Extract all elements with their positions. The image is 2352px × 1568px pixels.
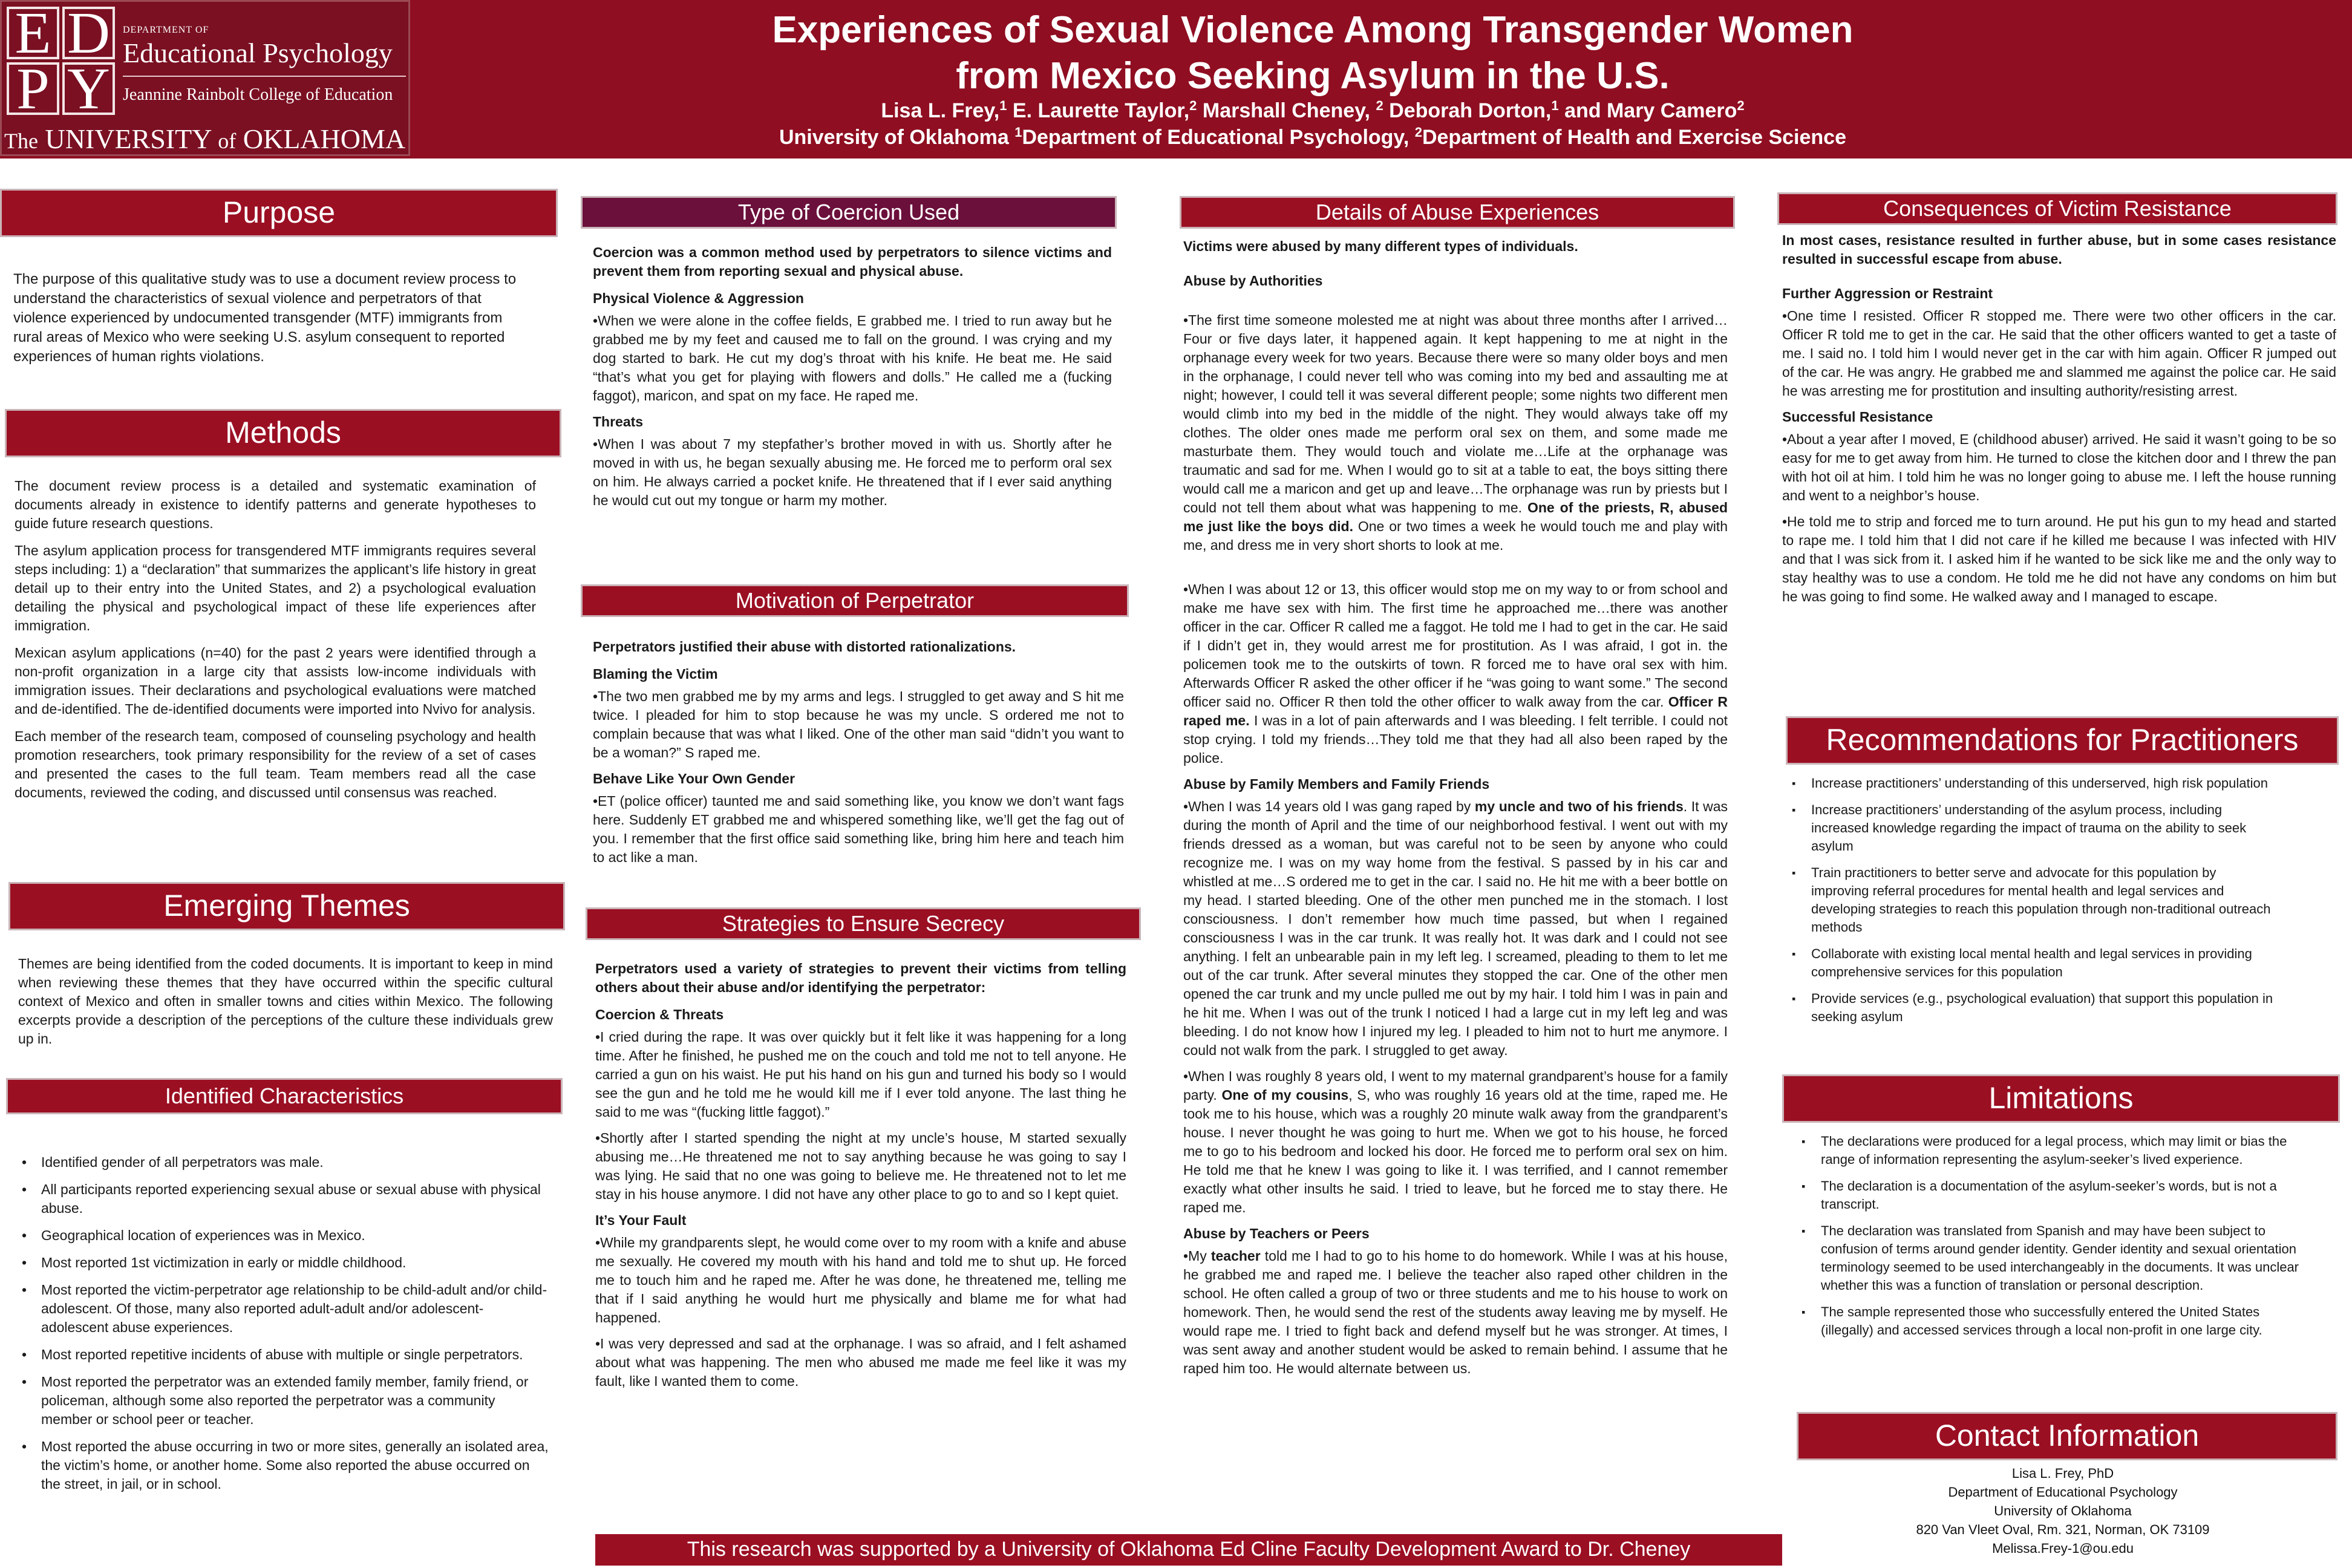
list-item: • Most reported the abuse occurring in two or more sites, generally an isolated area, the victim’s home, or another home. Some also reported the abuse occurred on the street, in jail, or in school. xyxy=(11,1437,549,1494)
consequences-intro: In most cases, resistance resulted in further abuse, but in some cases resistance resulted in successful escape from abuse. xyxy=(1782,232,2336,267)
list-item: ▪ The declaration was translated from Spanish and may have been subject to confusion of terms around gender identity. Gender identity and sexual orientation terminology seemed to be used interchangeably in the documents. It was unclear whether this was a function of translation or personal description. xyxy=(1791,1222,2299,1295)
coercion-heading: Type of Coercion Used xyxy=(581,196,1117,229)
list-item: ▪ The declarations were produced for a legal process, which may limit or bias the range of information representing the asylum-seeker’s lived experience. xyxy=(1791,1132,2299,1169)
author-list xyxy=(417,99,2208,123)
consequences-subheading: Successful Resistance xyxy=(1782,409,1933,425)
affil-university: University of Oklahoma xyxy=(779,126,1015,149)
affil-sup-2: 2 xyxy=(1414,125,1422,140)
department-logo xyxy=(0,0,410,156)
contact-email: Melissa.Frey-1@ou.edu xyxy=(1992,1541,2134,1556)
consequences-text xyxy=(1782,231,2336,613)
methods-heading: Methods xyxy=(5,409,561,457)
quote-text: •When I was roughly 8 years old, I went to my maternal grandparent’s house for a family party. xyxy=(1183,1068,1728,1103)
motivation-subheading: Blaming the Victim xyxy=(593,666,718,682)
list-item: ▪ Collaborate with existing local mental health and legal services in providing comprehensive services for this population xyxy=(1781,945,2277,981)
characteristics-heading: Identified Characteristics xyxy=(6,1078,563,1114)
recommendations-heading: Recommendations for Practitioners xyxy=(1786,716,2339,765)
quote xyxy=(1183,1247,1728,1378)
limitations-heading: Limitations xyxy=(1782,1074,2340,1123)
secrecy-subheading: It’s Your Fault xyxy=(595,1212,687,1228)
contact-info xyxy=(1803,1464,2323,1558)
quote-text: •My xyxy=(1183,1248,1211,1264)
coercion-subheading: Threats xyxy=(593,414,644,430)
motivation-heading: Motivation of Perpetrator xyxy=(581,584,1129,617)
quote-emphasis: One of the priests, R, abused me just like the boys did. xyxy=(1183,500,1728,534)
quote-text: •The first time someone molested me at night was about three months after I arrived…Four or five days later, it happened again. It kept happening to me at night in the orphanage every week for two years. Because there were so many older boys and men in the orphanage, I could never tell who was coming into my bed and assaulting me at night; however, I could tell it was several different people; some nights two different men would climb into my bed in the middle of the night. They would always take off my clothes. The older ones made me perform oral sex on them, and some made me masturbate them. They would touch and violate me…Life at the orphanage was traumatic and sad for me. When I would go to sit at a table to eat, the boys sitting there would call me a maricon and get up and leave…The orphanage was run by priests but I could not tell them about what was happening to me. xyxy=(1183,312,1728,515)
secrecy-intro: Perpetrators used a variety of strategies to prevent their victims from telling others about their abuse and/or identifying the perpetrator: xyxy=(595,961,1126,995)
quote-text: •When I was 14 years old I was gang raped by xyxy=(1183,799,1475,814)
methods-paragraph: The document review process is a detailed and systematic examination of documents already in existence to identify patterns and generate hypotheses to guide future research questions. xyxy=(15,478,536,531)
author-sup: 2 xyxy=(1189,98,1197,113)
coercion-intro: Coercion was a common method used by perpetrators to silence victims and prevent them from reporting sexual and physical abuse. xyxy=(593,244,1112,279)
quote xyxy=(1183,311,1728,555)
purpose-heading: Purpose xyxy=(0,189,558,237)
methods-paragraph: The asylum application process for transgendered MTF immigrants requires several steps including: 1) a “declaration” that summarizes the applicant’s life history in great detail up to their entry into the United States, and 2) a psychological evaluation detailing the physical and psychological impact of these life experiences after immigration. xyxy=(15,543,536,633)
coercion-text xyxy=(593,243,1112,517)
details-text xyxy=(1183,237,1728,1385)
author-name: and Mary Camero xyxy=(1558,99,1737,122)
list-item: • Most reported the victim-perpetrator age relationship to be child-adult and/or child-adolescent. Of those, many also reported adult-adult and/or adolescent-adolescent abuse experiences. xyxy=(11,1281,549,1337)
contact-line: University of Oklahoma xyxy=(1994,1503,2132,1518)
poster-title xyxy=(417,7,2208,99)
list-item: • Most reported the perpetrator was an extended family member, family friend, or policeman, although some also reported the perpetrator was a community member or school peer or teacher. xyxy=(11,1373,549,1429)
logo-letter-e: E xyxy=(7,7,59,59)
motivation-intro: Perpetrators justified their abuse with distorted rationalizations. xyxy=(593,639,1016,655)
secrecy-heading: Strategies to Ensure Secrecy xyxy=(586,907,1141,940)
logo-letter-p: P xyxy=(7,62,59,115)
limitations-list xyxy=(1791,1132,2299,1348)
quote: •I was very depressed and sad at the orphanage. I was so afraid, and I felt ashamed about what was happening. The men who abused me made me feel like it was my fault, like I wanted them to come. xyxy=(595,1336,1126,1389)
author-name: Marshall Cheney, xyxy=(1197,99,1376,122)
logo-univ-name: UNIVERSITY xyxy=(45,123,211,154)
logo-dept-small: DEPARTMENT OF xyxy=(123,25,209,35)
contact-line: Department of Educational Psychology xyxy=(1948,1485,2178,1500)
affil-sup-1: 1 xyxy=(1014,125,1022,140)
logo-university xyxy=(4,123,405,155)
contact-line: Lisa L. Frey, PhD xyxy=(2011,1466,2114,1481)
quote xyxy=(1183,797,1728,1060)
quote-emphasis: teacher xyxy=(1210,1248,1261,1264)
quote: •The two men grabbed me by my arms and legs. I struggled to get away and S hit me twice. I pleaded for him to stop because he was my uncle. S ordered me not to complain because that was what I liked. One of the other man said “didn’t you want to be a woman?” S raped me. xyxy=(593,688,1124,760)
logo-college: Jeannine Rainbolt College of Education xyxy=(123,85,393,104)
list-item: • Identified gender of all perpetrators was male. xyxy=(11,1153,549,1172)
contact-heading: Contact Information xyxy=(1797,1412,2337,1460)
list-item: ▪ Provide services (e.g., psychological evaluation) that support this population in seeking asylum xyxy=(1781,990,2277,1026)
logo-divider xyxy=(123,76,406,77)
recommendations-list xyxy=(1781,774,2277,1034)
author-name: Deborah Dorton, xyxy=(1383,99,1552,122)
methods-paragraph: Each member of the research team, composed of counseling psychology and health promotion researchers, took primary responsibility for the review of a set of cases and presented the cases to the full team. Team members read all the case documents, reviewed the coding, and discussed until consensus was reached. xyxy=(15,728,536,800)
list-item: • Most reported 1st victimization in early or middle childhood. xyxy=(11,1253,549,1272)
quote-text: . It was during the month of April and the time of our neighborhood festival. I went out with my friends dressed as a woman, but was careful not to be seen by anyone who could recognize me. I was on my way home from the festival. S passed by in his car and whistled at me…S ordered me to get in the car. I said no. He hit me with a beer bottle on my head. I started bleeding. One of the other men punched me in the stomach. I lost consciousness. I don’t remember how much time passed, but when I regained consciousness I was in the car trunk. It was really hot. It was dark and I could not see anything. I felt an unbearable pain in my left leg. I screamed, pleading to them to let me out of the car trunk. After several minutes they stopped the car. One of the other men opened the car trunk and my uncle pulled me out by my hair. I told him I was in pain and he hit me. When I was out of the trunk I noticed I had a large cut in my left leg and was bleeding. I do not know how I injured my leg. I pleaded to him not to hurt me anymore. I could not walk from the park. I struggled to get away. xyxy=(1183,799,1728,1058)
quote-text: told me I had to go to his home to do homework. While I was at his house, he grabbed me and raped me. I believe the teacher also raped other children in the school. He often called a group of two or three students and me to his house to work on homework. Then, he would send the rest of the students away leaving me by myself. He would rape me. I tried to fight back and defend myself but he was stronger. At times, I was sent away and another student would be asked to remain behind. I assume that he raped him too. He would alternate between us. xyxy=(1183,1248,1728,1376)
author-sup: 1 xyxy=(999,98,1007,113)
quote-emphasis: my uncle and two of his friends xyxy=(1474,799,1684,814)
quote-text: I was in a lot of pain afterwards and I was bleeding. I felt terrible. I could not stop crying. I told my friends…They told me that they had all also been raped by the police. xyxy=(1183,713,1728,766)
quote: •ET (police officer) taunted me and said something like, you know we don’t want fags here. Suddenly ET grabbed me and whispered something like, we’ll get the fag out of you. I remember that the first office said something like, bring him here and teach him to act like a man. xyxy=(593,793,1124,865)
list-item: ▪ The declaration is a documentation of the asylum-seeker’s words, but is not a transcript. xyxy=(1791,1177,2299,1214)
list-item: ▪ The sample represented those who successfully entered the United States (illegally) and accessed services through a local non-profit in one large city. xyxy=(1791,1303,2299,1339)
header-banner xyxy=(0,0,2352,158)
quote xyxy=(1183,1067,1728,1217)
consequences-subheading: Further Aggression or Restraint xyxy=(1782,286,1993,301)
motivation-text xyxy=(593,638,1124,874)
logo-univ-of: of xyxy=(218,129,237,153)
secrecy-subheading: Coercion & Threats xyxy=(595,1007,724,1022)
funding-footer: This research was supported by a University of Oklahoma Ed Cline Faculty Development Award to Dr. Cheney xyxy=(595,1534,1782,1566)
title-line-1: Experiences of Sexual Violence Among Transgender Women xyxy=(772,9,1854,51)
logo-univ-state: OKLAHOMA xyxy=(243,123,406,154)
quote: •He told me to strip and forced me to turn around. He put his gun to my head and started to rape me. I told him that I did not care if he killed me because I was infected with HIV and that I was sick from it. I asked him if he wanted to be sick like me and the only way to stay healthy was to use a condom. He told me he did not have any condoms on him but he was going to find some. He walked away and I managed to escape. xyxy=(1782,514,2336,604)
consequences-heading: Consequences of Victim Resistance xyxy=(1777,192,2337,225)
logo-dept-name: Educational Psychology xyxy=(123,38,393,68)
coercion-subheading: Physical Violence & Aggression xyxy=(593,290,804,306)
list-item: • Geographical location of experiences was in Mexico. xyxy=(11,1226,549,1245)
quote-emphasis: Officer R raped me. xyxy=(1183,694,1728,728)
details-subheading: Abuse by Family Members and Family Friends xyxy=(1183,776,1490,792)
characteristics-list xyxy=(11,1153,549,1502)
logo-univ-the: The xyxy=(4,129,38,153)
logo-letter-y: Y xyxy=(62,62,115,115)
emerging-themes-text: Themes are being identified from the coded documents. It is important to keep in mind when reviewing these themes that they have occurred within the specific cultural context of Mexico and often in smaller towns and cities within Mexico. The following excerpts provide a description of the perceptions of the culture these individuals grew up in. xyxy=(18,956,553,1047)
motivation-subheading: Behave Like Your Own Gender xyxy=(593,771,795,786)
affil-1: Department of Educational Psychology, xyxy=(1022,126,1415,149)
quote-text: •When I was about 12 or 13, this officer would stop me on my way to or from school and make me have sex with him. The first time he approached me…there was another officer in the car. Officer R called me a faggot. He told me I had to get in the car. He said if I didn’t get in, they would arrest me for prostitution. As I was afraid, I got in. the policemen took me to the outskirts of town. R forced me to have oral sex with him. Afterwards Officer R asked the other officer if he “was going to want some.” The second officer said no. Officer R then told the other officer to walk away from the car. xyxy=(1183,581,1728,710)
affil-2: Department of Health and Exercise Science xyxy=(1422,126,1847,149)
quote: •When I was about 7 my stepfather’s brother moved in with us. Shortly after he moved in with us, he began sexually abusing me. He forced me to perform oral sex on him. He always carried a pocket knife. He threatened that if I ever said anything he would cut out my tongue or harm my mother. xyxy=(593,436,1112,508)
details-heading: Details of Abuse Experiences xyxy=(1180,196,1735,229)
details-subheading: Abuse by Authorities xyxy=(1183,273,1323,289)
quote-emphasis: One of my cousins xyxy=(1221,1087,1349,1103)
list-item: ▪ Increase practitioners’ understanding of this underserved, high risk population xyxy=(1781,774,2277,792)
author-name: Lisa L. Frey, xyxy=(881,99,1000,122)
quote-text: , S, who was roughly 16 years old at the time, raped me. He took me to his house, which was a roughly 20 minute walk away from the grandparent’s house. I never thought he was going to hurt me. When we got to his house, he forced me to go to his bedroom and locked his door. He forced me to perform oral sex on him. He told me that he knew I was going to like it. I was terrified, and I cannot remember exactly what other insults he said. I tried to leave, but he forced me to stay there. He raped me. xyxy=(1183,1087,1728,1215)
quote: •Shortly after I started spending the night at my uncle’s house, M started sexually abusing me…He threatened me not to say anything because he was going to say I was lying. He said that no one was going to believe me. He threatened not to let me stay in his house anymore. I did not have any other place to go to and so I kept quiet. xyxy=(595,1130,1126,1202)
title-line-2: from Mexico Seeking Asylum in the U.S. xyxy=(956,55,1670,97)
list-item: • All participants reported experiencing sexual abuse or sexual abuse with physical abuse. xyxy=(11,1180,549,1218)
list-item: • Most reported repetitive incidents of abuse with multiple or single perpetrators. xyxy=(11,1345,549,1364)
details-intro: Victims were abused by many different types of individuals. xyxy=(1183,238,1578,254)
list-item: ▪ Increase practitioners’ understanding of the asylum process, including increased knowledge regarding the impact of trauma on the ability to seek asylum xyxy=(1781,801,2277,855)
quote-text: One or two times a week he would touch me and play with me, and dress me in very short shorts to look at me. xyxy=(1183,518,1728,553)
methods-text xyxy=(15,477,536,811)
list-item: ▪ Train practitioners to better serve and advocate for this population by improving referral procedures for mental health and legal services and developing strategies to reach this population through non-traditional outreach methods xyxy=(1781,864,2277,936)
details-subheading: Abuse by Teachers or Peers xyxy=(1183,1226,1370,1241)
quote: •I cried during the rape. It was over quickly but it felt like it was happening for a long time. After he finished, he pushed me on the couch and told me not to tell anyone. He carried a gun on his waist. He put his hand on his gun and turned his body so I would see the gun and he told me he would kill me if I ever told anyone. The last thing he said to me was “(fucking little faggot).” xyxy=(595,1029,1126,1120)
quote: •When we were alone in the coffee fields, E grabbed me. I tried to run away but he grabbed me by my feet and caused me to fall on the ground. I was crying and my dog started to bark. He cut my dog’s throat with his knife. He beat me. He said “that’s what you get for playing with flowers and dolls.” He called me a (fucking faggot), maricon, and spat on my face. He raped me. xyxy=(593,313,1112,403)
secrecy-text xyxy=(595,959,1126,1398)
quote: •One time I resisted. Officer R stopped me. There were two other officers in the car. Officer R told me to get in the car. He said that the other officers wanted to get a taste of me. I said no. I told him I would never get in the car with him again. Officer R jumped out of the car. He was angry. He grabbed me and slammed me against the police car. He said he was arresting me for prostitution and insulting authority/resisting arrest. xyxy=(1782,308,2336,399)
quote xyxy=(1183,580,1728,768)
author-name: E. Laurette Taylor, xyxy=(1007,99,1190,122)
emerging-themes-heading: Emerging Themes xyxy=(8,882,565,930)
quote: •While my grandparents slept, he would come over to my room with a knife and abuse me sexually. He covered my mouth with his hand and told me to shut up. He forced me to touch him and he raped me. After he was done, he threatened me, telling me that if I said anything he would hurt me physically and blame me for what had happened. xyxy=(595,1235,1126,1325)
author-sup: 2 xyxy=(1737,98,1745,113)
purpose-text: The purpose of this qualitative study was to use a document review process to understand the characteristics of sexual violence and perpetrators of that violence experienced by undocumented transgender (MTF) immigrants from rural areas of Mexico who were seeking U.S. asylum consequent to reported experiences of human rights violations. xyxy=(13,271,517,365)
quote: •About a year after I moved, E (childhood abuser) arrived. He said it wasn’t going to be so easy for me to get away from him. He turned to close the kitchen door and I threw the pan with hot oil at him. I told him he was no longer going to abuse me. I left the house running and went to a neighbor’s house. xyxy=(1782,431,2336,503)
logo-letter-d: D xyxy=(62,7,115,59)
affiliations xyxy=(417,126,2208,149)
author-sup: 2 xyxy=(1376,98,1383,113)
methods-paragraph: Mexican asylum applications (n=40) for the past 2 years were identified through a non-profit organization in a large city that assists low-income individuals with immigration issues. Their declarations and psychological evaluations were matched and de-identified. The de-identified documents were imported into Nvivo for analysis. xyxy=(15,645,536,717)
contact-line: 820 Van Vleet Oval, Rm. 321, Norman, OK 73109 xyxy=(1916,1522,2210,1537)
author-sup: 1 xyxy=(1551,98,1559,113)
